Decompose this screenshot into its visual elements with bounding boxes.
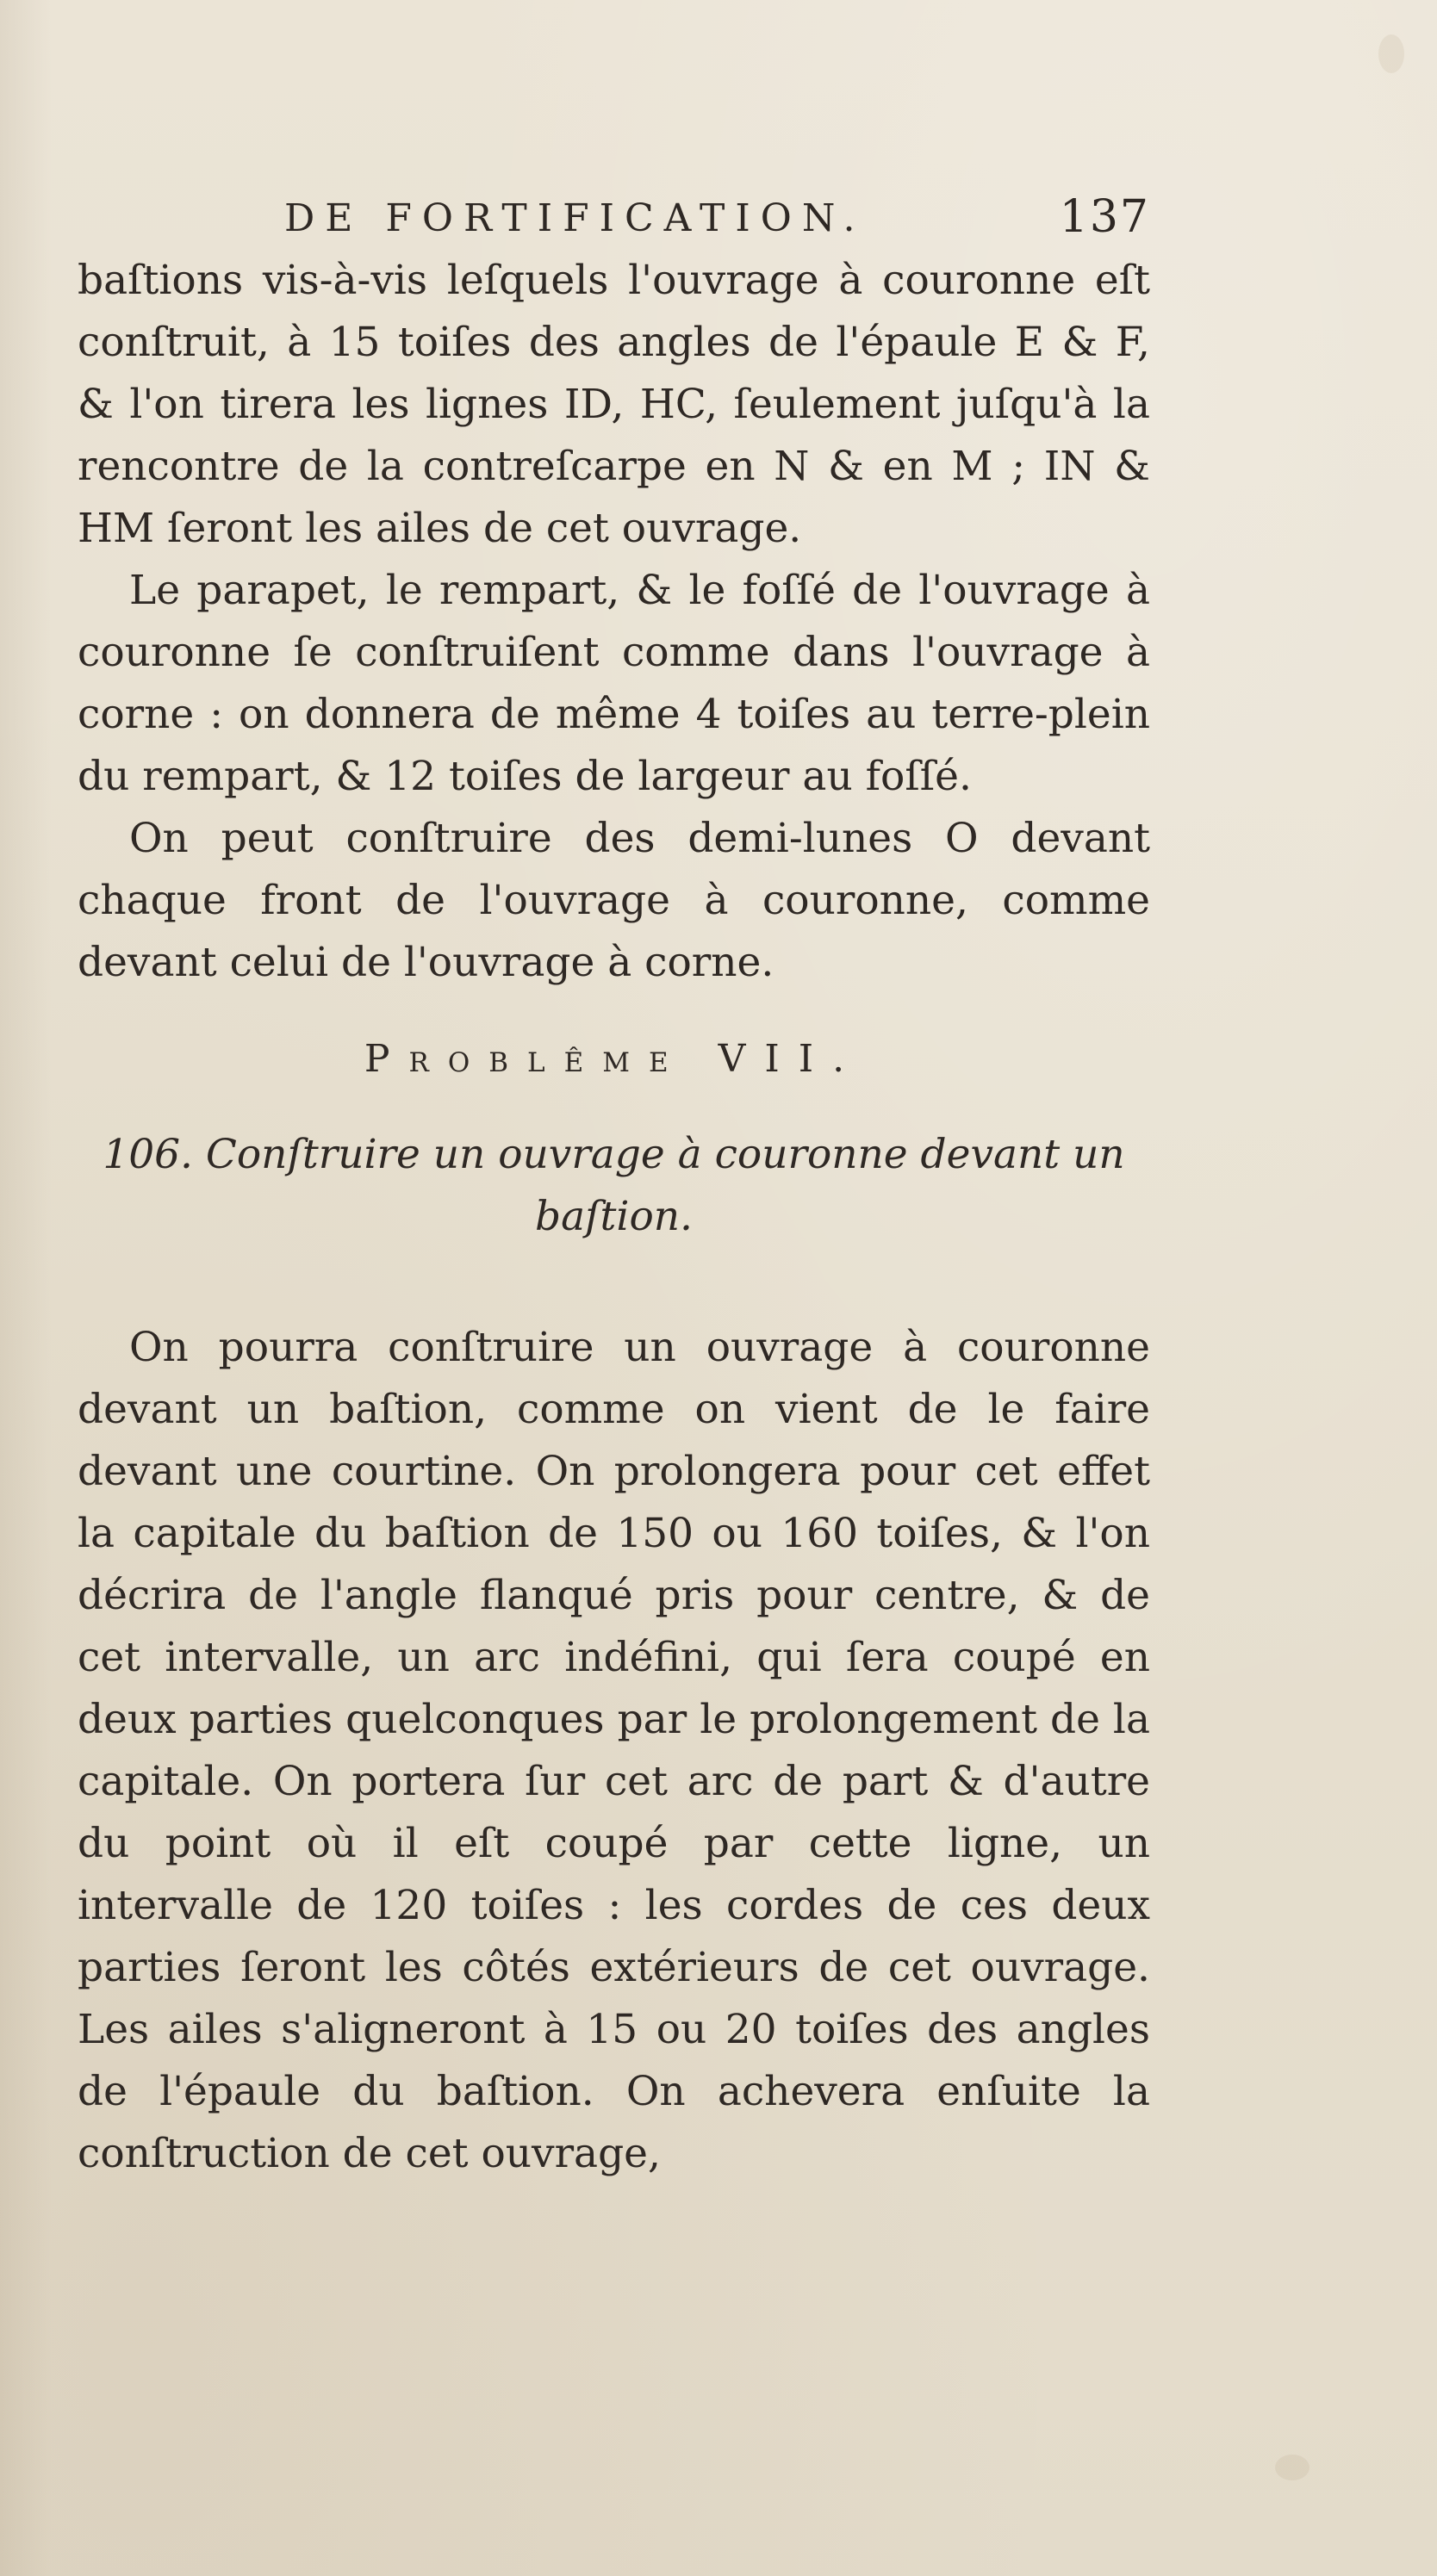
- paper-stain: [1378, 34, 1404, 73]
- running-head: [78, 172, 1150, 250]
- running-title: DE FORTIFICATION.: [284, 196, 866, 240]
- book-page: [78, 172, 1150, 2185]
- problem-heading: Problême VII.: [364, 1037, 864, 1081]
- paragraph: On pourra conſtruire un ouvrage à couronne devant un baſtion, comme on vient de le faire devant une courtine. On prolongera pour cet effet la capitale du baſtion de 150 ou 160 toiſes, & l'on décrira de l'angle flanqué pris pour centre, & de cet intervalle, un arc indéfini, qui ſera coupé en deux parties quelconques par le prolongement de la capitale. On portera ſur cet arc de part & d'autre du point où il eſt coupé par cette ligne, un intervalle de 120 toiſes : les cordes de ces deux parties ſeront les côtés extérieurs de cet ouvrage. Les ailes s'aligneront à 15 ou 20 toiſes des angles de l'épaule du baſtion. On achevera enſuite la conſtruction de cet ouvrage,: [78, 1324, 1150, 2177]
- paragraph: On peut conſtruire des demi-lunes O devant chaque front de l'ouvrage à couronne, comme devant celui de l'ouvrage à corne.: [78, 815, 1150, 986]
- paper-stain: [1275, 2455, 1309, 2480]
- page-number: 137: [1059, 191, 1150, 243]
- paragraph: Le parapet, le rempart, & le foſſé de l'ouvrage à couronne ſe conſtruiſent comme dans l'ouvrage à corne : on donnera de même 4 toiſes au terre-plein du rempart, & 12 toiſes de largeur au foſſé.: [78, 567, 1150, 800]
- problem-statement: 106. Conſtruire un ouvrage à couronne devant un baſtion.: [103, 1131, 1125, 1240]
- paragraph-continuation: baſtions vis-à-vis leſquels l'ouvrage à couronne eſt conſtruit, à 15 toiſes des angles de l'épaule E & F, & l'on tirera les lignes ID, HC, ſeulement juſqu'à la rencontre de la contreſcarpe en N & en M ; IN & HM ſeront les ailes de cet ouvrage.: [78, 257, 1150, 552]
